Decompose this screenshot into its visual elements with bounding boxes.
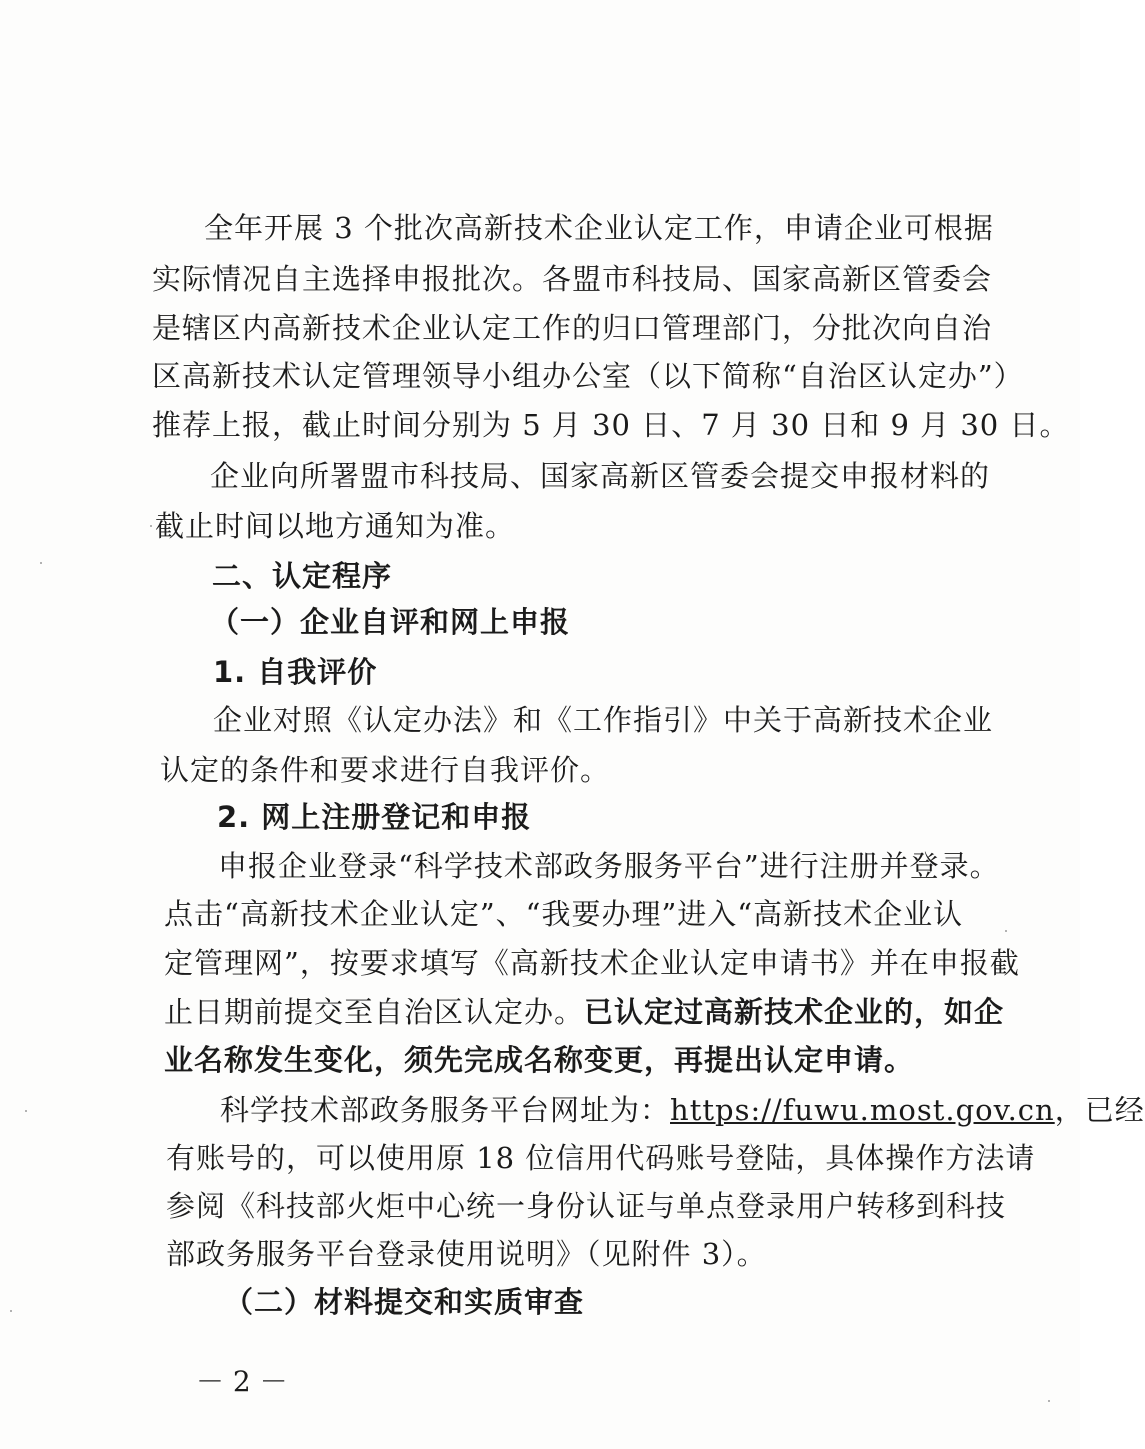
- paragraph-1-line-2: 实际情况自主选择申报批次。各盟市科技局、国家高新区管委会: [152, 262, 993, 296]
- page-number: － 2 －: [196, 1365, 288, 1398]
- paragraph-1-line-1: 全年开展 3 个批次高新技术企业认定工作，申请企业可根据: [204, 211, 994, 245]
- item-2-body-line-5: 业名称发生变化，须先完成名称变更，再提出认定申请。: [164, 1043, 915, 1077]
- scan-speck: [10, 1310, 12, 1312]
- item-2-body-line-4-bold: 已认定过高新技术企业的，如企: [584, 995, 1005, 1029]
- item-1-body-line-1: 企业对照《认定办法》和《工作指引》中关于高新技术企业: [213, 703, 994, 737]
- platform-line-2: 有账号的，可以使用原 18 位信用代码账号登陆，具体操作方法请: [166, 1141, 1036, 1175]
- platform-line-4: 部政务服务平台登录使用说明》（见附件 3）。: [166, 1237, 767, 1271]
- paragraph-2-line-2: 截止时间以地方通知为准。: [155, 509, 516, 543]
- scan-speck: [1005, 930, 1007, 932]
- paragraph-1-line-5: 推荐上报，截止时间分别为 5 月 30 日、7 月 30 日和 9 月 30 日。: [152, 408, 1070, 442]
- item-2-body-line-3: 定管理网”，按要求填写《高新技术企业认定申请书》并在申报截: [164, 946, 1020, 980]
- platform-line-1-suffix: ，已经: [1054, 1093, 1145, 1127]
- item-1-body-line-2: 认定的条件和要求进行自我评价。: [160, 753, 611, 787]
- platform-line-3: 参阅《科技部火炬中心统一身份认证与单点登录用户转移到科技: [166, 1189, 1007, 1223]
- scan-speck: [1048, 1400, 1050, 1402]
- scan-speck: [40, 562, 42, 564]
- item-2-title: 2. 网上注册登记和申报: [217, 800, 532, 834]
- section-2-title: 二、认定程序: [212, 559, 393, 593]
- item-2-body-line-2: 点击“高新技术企业认定”、“我要办理”进入“高新技术企业认: [164, 897, 964, 931]
- item-2-body-line-1: 申报企业登录“科学技术部政务服务平台”进行注册并登录。: [218, 849, 1000, 883]
- item-2-body-line-4-normal: 止日期前提交至自治区认定办。: [164, 995, 585, 1029]
- item-2-body-line-4: [164, 992, 1004, 1032]
- platform-line-1: [220, 1090, 1145, 1130]
- paragraph-1-line-3: 是辖区内高新技术企业认定工作的归口管理部门，分批次向自治: [152, 311, 993, 345]
- subsection-1-title: （一）企业自评和网上申报: [210, 605, 571, 639]
- platform-url-link[interactable]: https://fuwu.most.gov.cn: [670, 1093, 1055, 1127]
- paragraph-2-line-1: 企业向所署盟市科技局、国家高新区管委会提交申报材料的: [210, 459, 991, 493]
- scan-speck: [150, 525, 152, 527]
- item-1-title: 1. 自我评价: [213, 655, 378, 689]
- paragraph-1-line-4: 区高新技术认定管理领导小组办公室（以下简称“自治区认定办”）: [152, 359, 1024, 393]
- platform-line-1-prefix: 科学技术部政务服务平台网址为：: [220, 1093, 671, 1127]
- scan-speck: [25, 1110, 27, 1112]
- subsection-2-title: （二）材料提交和实质审查: [224, 1285, 585, 1319]
